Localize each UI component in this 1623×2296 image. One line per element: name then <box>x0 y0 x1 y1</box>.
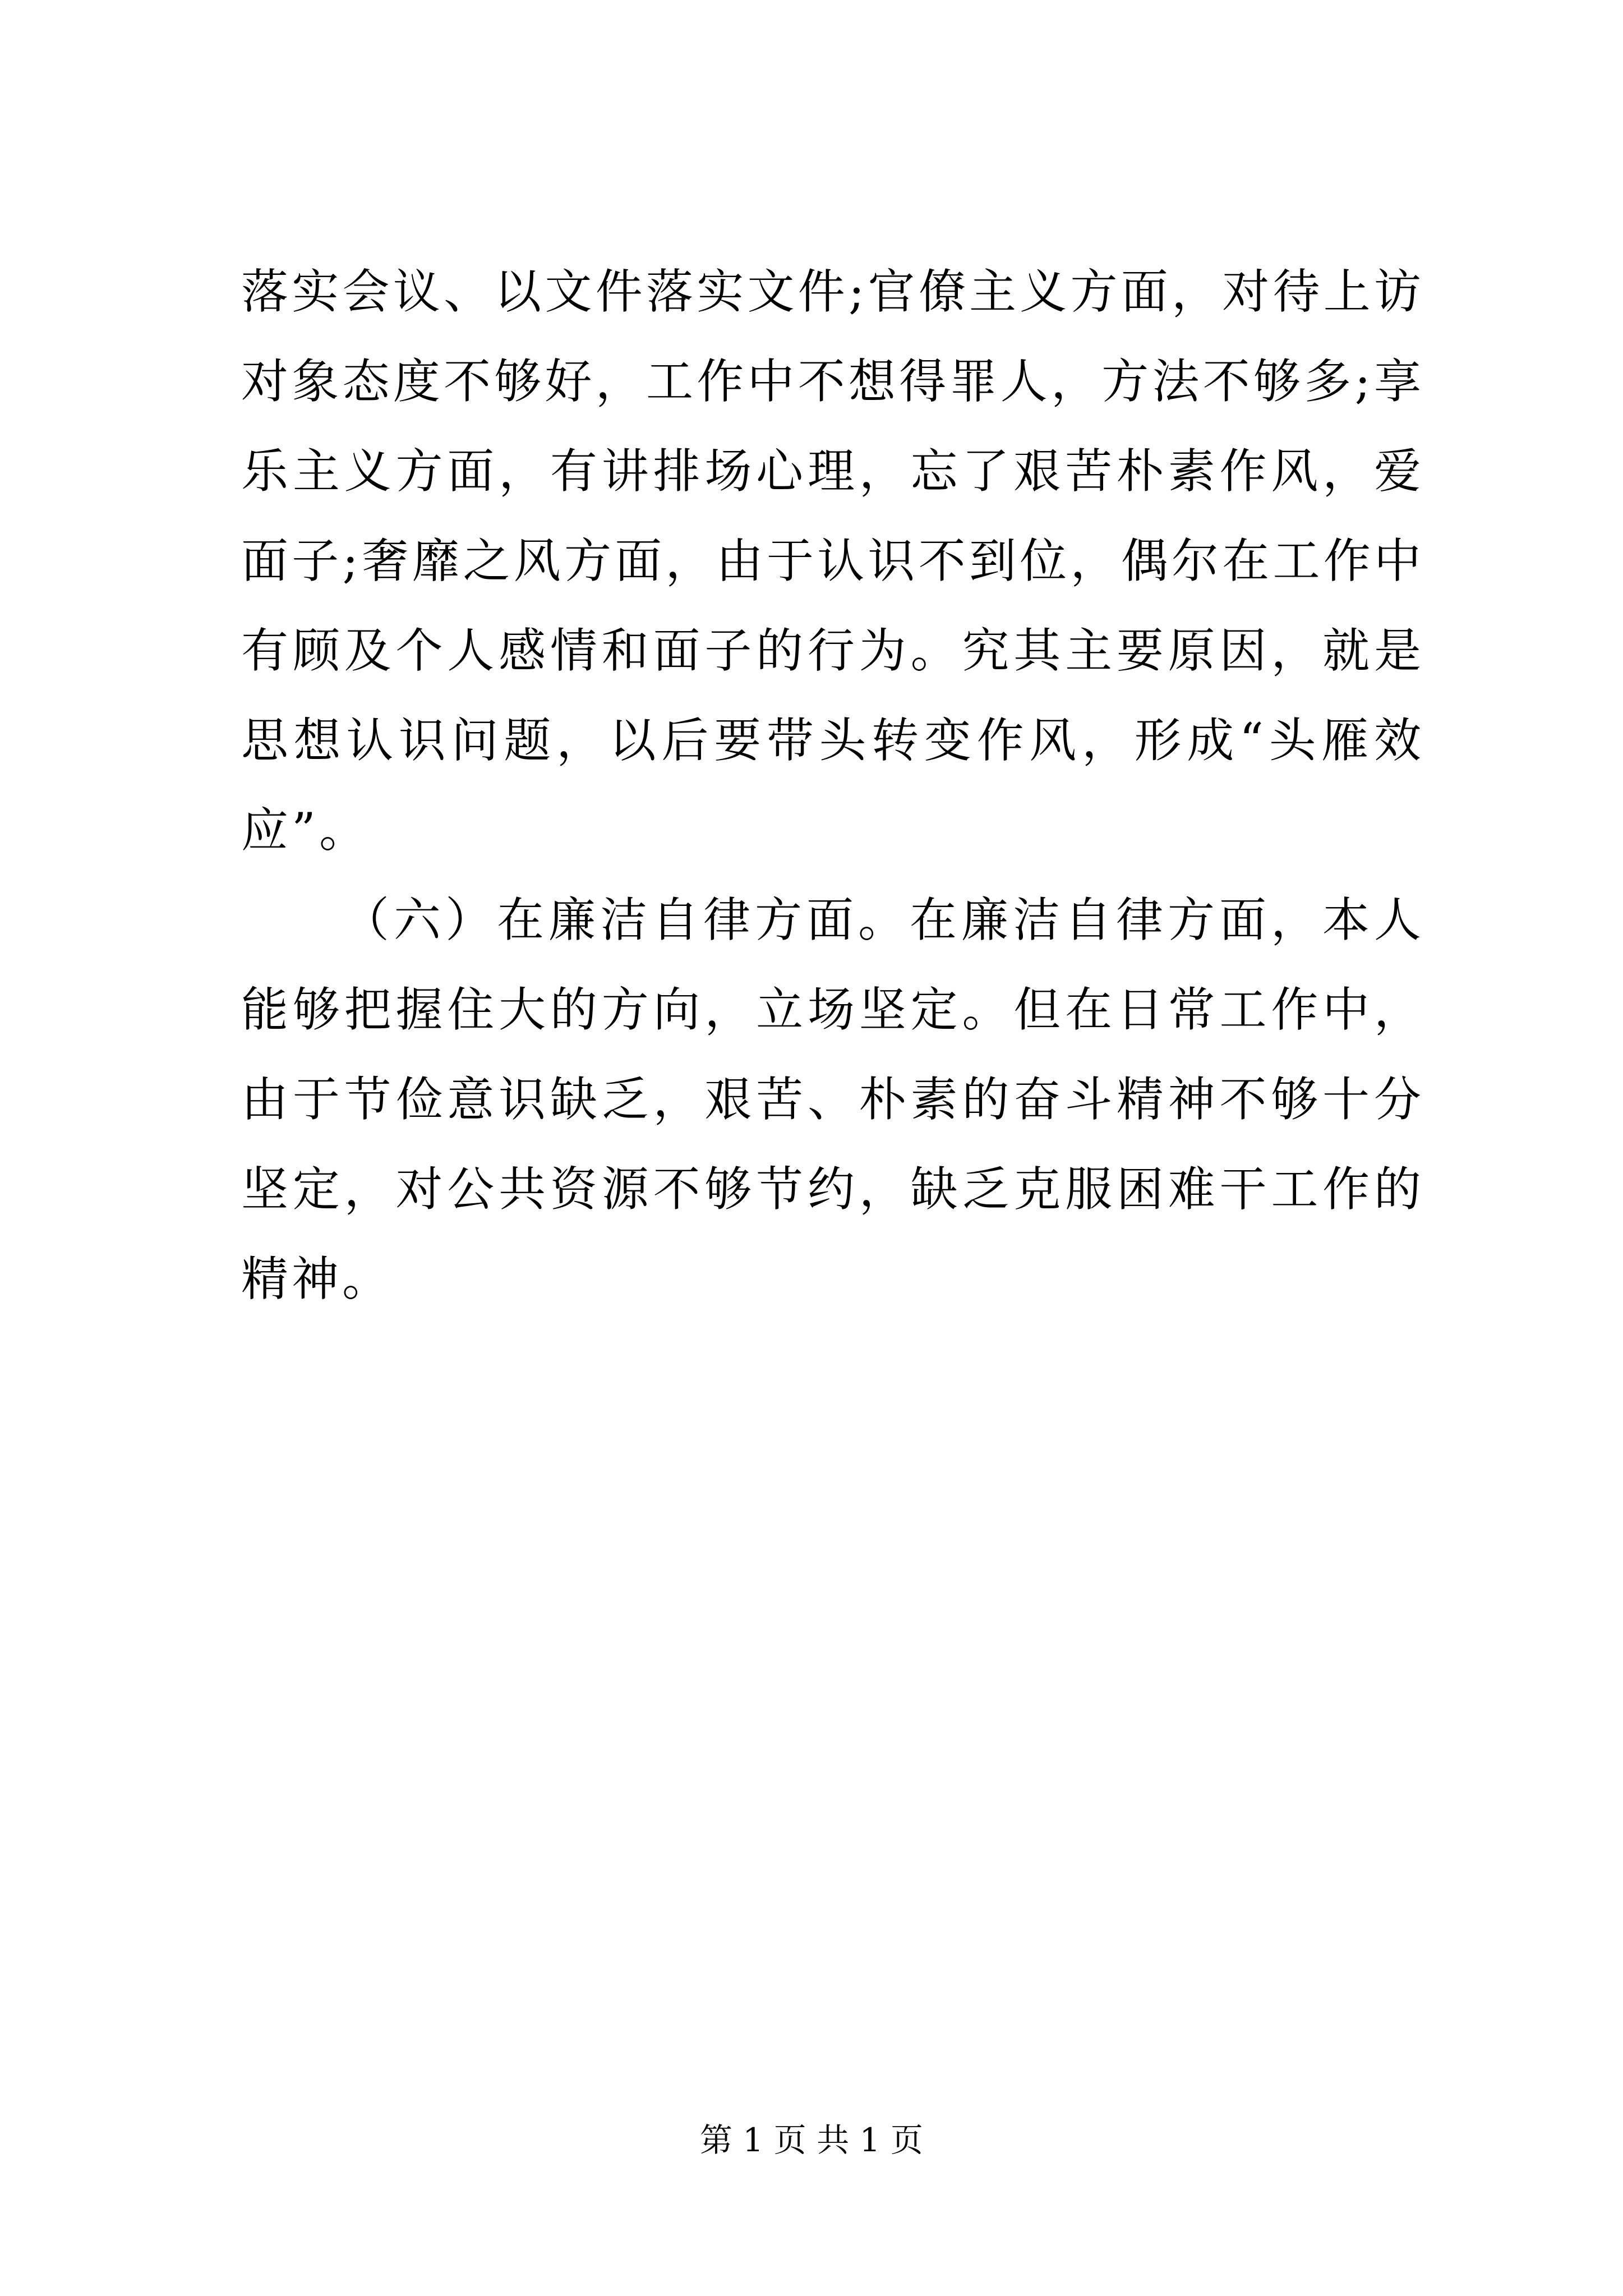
page-footer: 第 1 页 共 1 页 <box>700 2121 923 2159</box>
document-body <box>241 247 1424 1324</box>
paragraph-continuation: 落实会议、以文件落实文件;官僚主义方面，对待上访对象态度不够好，工作中不想得罪人，方法不够多;享乐主义方面，有讲排场心理，忘了艰苦朴素作风，爱面子;奢靡之风方面，由于认识不到位，偶尔在工作中有顾及个人感情和面子的行为。究其主要原因，就是思想认识问题，以后要带头转变作风，形成“头雁效应”。 <box>241 264 1424 858</box>
paragraph-section-six: （六）在廉洁自律方面。在廉洁自律方面，本人能够把握住大的方向，立场坚定。但在日常工作中，由于节俭意识缺乏，艰苦、朴素的奋斗精神不够十分坚定，对公共资源不够节约，缺乏克服困难干工作的精神。 <box>241 892 1424 1306</box>
